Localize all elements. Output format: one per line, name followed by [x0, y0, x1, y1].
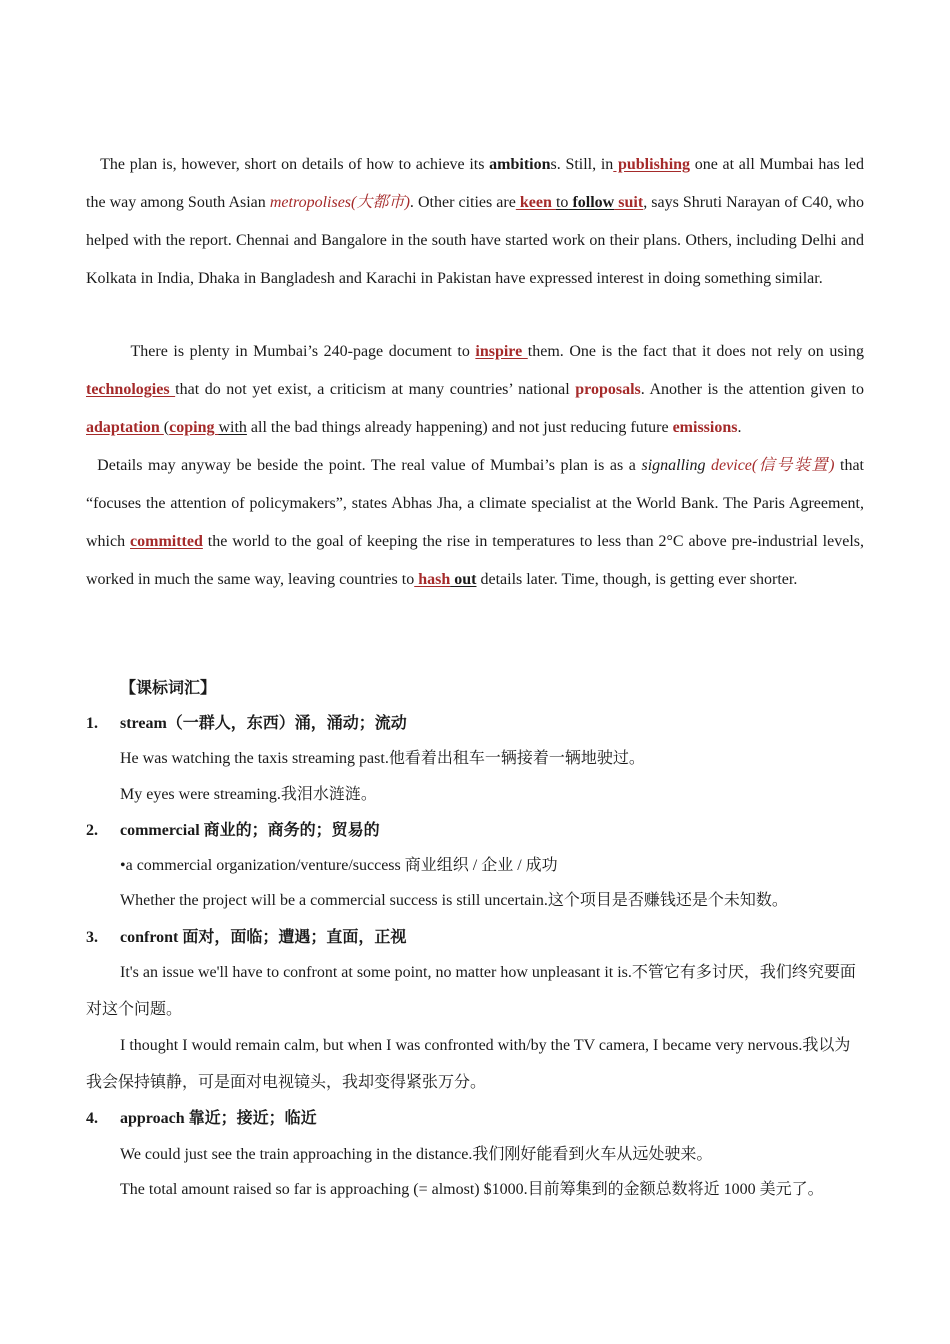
- keyword-inspire: inspire: [475, 343, 528, 360]
- vocab-example: It's an issue we'll have to confront at some point, no matter how unpleasant it is.不管它有多讨厌，我们终究要面对这个问题。: [86, 964, 856, 1018]
- vocab-example: The total amount raised so far is approaching (= almost) $1000.目前筹集到的金额总数将近 1000 美元了。: [120, 1181, 824, 1198]
- keyword-signalling: signalling: [641, 457, 706, 474]
- keyword-with: with: [218, 419, 247, 436]
- keyword-hash: hash: [414, 571, 451, 588]
- keyword-keen: keen: [515, 194, 556, 211]
- vocab-example: •a commercial organization/venture/success 商业组织 / 企业 / 成功: [120, 857, 558, 874]
- vocab-entry-approach: 4. approach 靠近；接近；临近: [86, 1110, 317, 1127]
- vocab-example: We could just see the train approaching in the distance.我们刚好能看到火车从远处驶来。: [120, 1146, 713, 1163]
- vocab-example: I thought I would remain calm, but when I was confronted with/by the TV camera, I became very nervous.我以为我会保持镇静，可是面对电视镜头，我却变得紧张万分。: [86, 1037, 851, 1091]
- keyword-to: to: [555, 194, 569, 211]
- vocab-headword: confront 面对，面临；遭遇；直面，正视: [120, 929, 407, 946]
- vocab-example: He was watching the taxis streaming past.他看着出租车一辆接着一辆地驶过。: [120, 750, 645, 767]
- vocab-example: My eyes were streaming.我泪水涟涟。: [120, 786, 377, 803]
- keyword-ambition: ambition: [489, 156, 551, 173]
- keyword-technologies: technologies: [86, 381, 176, 398]
- keyword-device: device(信号装置): [705, 457, 835, 474]
- vocab-headword: commercial 商业的；商务的；贸易的: [120, 822, 380, 839]
- keyword-suit: suit: [614, 194, 644, 211]
- article-paragraph-3: Details may anyway be beside the point. The real value of Mumbai’s plan is as a signalling device(信号装置) that “focuses the attention of policymakers”, states Abhas Jha, a climate specialist at the World Bank. The Paris Agreement, which committed the world to the goal of keeping the rise in temperatures to less than 2°C above pre-industrial levels, worked in much the same way, leaving countries to hash out details later. Time, though, is getting ever shorter.: [86, 457, 865, 588]
- vocab-entry-stream: 1. stream（一群人，东西）涌，涌动；流动: [86, 715, 407, 732]
- article-paragraph-1: The plan is, however, short on details of how to achieve its ambitions. Still, in publishing one at all Mumbai has led the way among South Asian metropolises(大都市). Other cities are keen to follow suit, says Shruti Narayan of C40, who helped with the report. Chennai and Bangalore in the south have started work on their plans. Others, including Delhi and Kolkata in India, Dhaka in Bangladesh and Karachi in Pakistan have expressed interest in doing something similar.: [86, 156, 865, 287]
- vocab-entry-commercial: 2. commercial 商业的；商务的；贸易的: [86, 822, 380, 839]
- keyword-follow: follow: [568, 194, 615, 211]
- keyword-out: out: [450, 571, 477, 588]
- vocab-headword: stream（一群人，东西）涌，涌动；流动: [120, 715, 407, 732]
- vocab-example: Whether the project will be a commercial success is still uncertain.这个项目是否赚钱还是个未知数。: [120, 892, 788, 909]
- vocab-section-title: 【课标词汇】: [120, 680, 217, 697]
- keyword-adaptation: adaptation: [86, 419, 164, 436]
- keyword-emissions: emissions: [672, 419, 738, 436]
- keyword-committed: committed: [130, 533, 203, 550]
- vocab-entry-confront: 3. confront 面对，面临；遭遇；直面，正视: [86, 929, 407, 946]
- keyword-proposals: proposals: [575, 381, 641, 398]
- article-paragraph-2: There is plenty in Mumbai’s 240-page document to inspire them. One is the fact that it does not rely on using technologies that do not yet exist, a criticism at many countries’ national proposals. Another is the attention given to adaptation (coping with all the bad things already happening) and not just reducing future emissions.: [86, 343, 864, 436]
- keyword-metropolises: metropolises(大都市): [269, 194, 410, 211]
- keyword-coping: coping: [169, 419, 219, 436]
- vocab-headword: approach 靠近；接近；临近: [120, 1110, 317, 1127]
- keyword-publishing: publishing: [613, 156, 691, 173]
